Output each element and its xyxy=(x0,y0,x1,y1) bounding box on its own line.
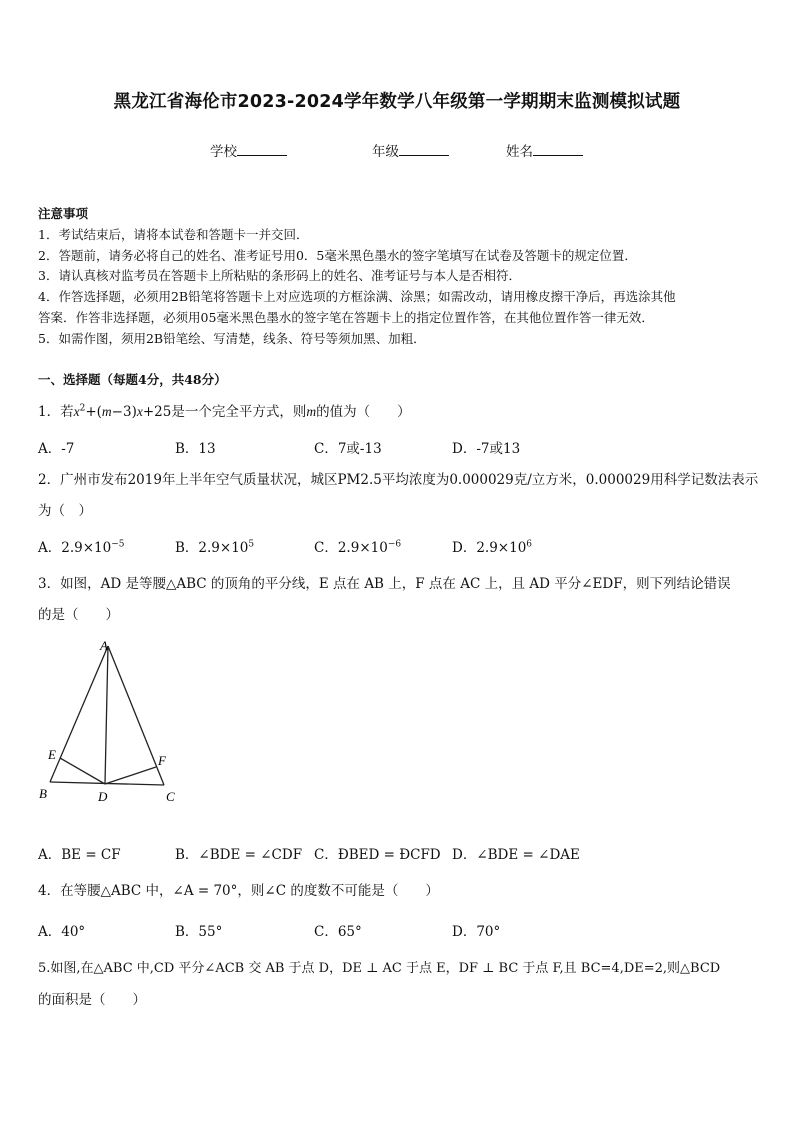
exam-title: 黑龙江省海伦市2023-2024学年数学八年级第一学期期末监测模拟试题 xyxy=(113,92,681,112)
notice-item: 3．请认真核对监考员在答题卡上所粘贴的条形码上的姓名、准考证号与本人是否相符． xyxy=(38,268,521,283)
question-5-line2: 的面积是（ ） xyxy=(38,992,146,1008)
name-label: 姓名 xyxy=(506,144,533,160)
q3-option-a: A．BE = CF xyxy=(38,847,121,863)
q2-d-base: 2.9×10 xyxy=(476,540,527,556)
notice-heading: 注意事项 xyxy=(38,206,89,221)
notice-item: 答案．作答非选择题，必须用05毫米黑色墨水的签字笔在答题卡上的指定位置作答，在其他位置作答一律无效． xyxy=(38,310,654,325)
q4-option-c: C．65° xyxy=(314,924,362,940)
notice-item: 4．作答选择题，必须用2B铅笔将答题卡上对应选项的方框涂满、涂黑；如需改动，请用橡皮擦干净后，再选涂其他 xyxy=(38,289,676,304)
q2-a-exp: −5 xyxy=(111,539,125,550)
name-field xyxy=(506,140,583,160)
question-3-line1: 3．如图，AD 是等腰△ABC 的顶角的平分线，E 点在 AB 上，F 点在 AC 上，且 AD 平分∠EDF，则下列结论错误 xyxy=(38,576,731,592)
q2-a-label: A． xyxy=(38,540,62,556)
q2-option-b xyxy=(175,536,254,556)
q2-d-exp: 6 xyxy=(526,539,533,550)
name-blank xyxy=(533,143,583,156)
grade-blank xyxy=(399,143,449,156)
q2-option-d xyxy=(452,536,532,556)
q2-d-label: D． xyxy=(452,540,477,556)
question-2-line2: 为（ ） xyxy=(38,503,92,519)
triangle-figure xyxy=(30,632,190,807)
q3-option-d: D．∠BDE = ∠DAE xyxy=(452,847,580,863)
school-label: 学校 xyxy=(210,144,237,160)
q1-option-a: A．-7 xyxy=(38,441,75,457)
q1-prefix: 1．若 xyxy=(38,404,74,420)
q1-var-m2: m xyxy=(306,404,317,419)
q2-option-c xyxy=(314,536,401,556)
q1-option-d: D．-7或13 xyxy=(452,441,521,457)
q1-var-x: x xyxy=(73,404,80,419)
q1-exp: 2 xyxy=(79,403,86,414)
q2-c-exp: −6 xyxy=(387,539,402,550)
label-a: A xyxy=(100,638,108,653)
question-4: 4．在等腰△ABC 中，∠A = 70°，则∠C 的度数不可能是（ ） xyxy=(38,883,439,899)
q1-var-x2: x xyxy=(136,404,143,419)
q2-c-label: C． xyxy=(314,540,338,556)
grade-field xyxy=(372,140,449,160)
q4-option-b: B．55° xyxy=(175,924,223,940)
question-5-line1: 5.如图,在△ABC 中,CD 平分∠ACB 交 AB 于点 D，DE ⊥ AC 于点 E，DF ⊥ BC 于点 F,且 BC=4,DE=2,则△BCD xyxy=(38,961,721,976)
segment-ab xyxy=(50,646,108,782)
grade-label: 年级 xyxy=(372,144,399,160)
question-2-line1: 2．广州市发布2019年上半年空气质量状况，城区PM2.5平均浓度为0.000029克/立方米，0.000029用科学记数法表示 xyxy=(38,472,759,488)
segment-df xyxy=(105,767,156,784)
q2-option-a xyxy=(38,536,125,556)
segment-ac xyxy=(108,646,164,785)
question-1 xyxy=(38,400,411,420)
q1-suffix: 的值为（ ） xyxy=(316,404,411,420)
segment-ad xyxy=(105,646,108,784)
q2-b-base: 2.9×10 xyxy=(198,540,249,556)
label-d: D xyxy=(98,789,108,804)
q1-option-c: C．7或-13 xyxy=(314,441,382,457)
segment-de xyxy=(60,758,105,784)
q1-var-m: m xyxy=(101,404,112,419)
q1-option-b: B．13 xyxy=(175,441,216,457)
notice-item: 1．考试结束后，请将本试卷和答题卡一并交回． xyxy=(38,227,309,242)
q1-mid3: +25是一个完全平方式，则 xyxy=(142,404,307,420)
q2-a-base: 2.9×10 xyxy=(61,540,112,556)
label-f: F xyxy=(158,753,166,768)
q2-c-base: 2.9×10 xyxy=(337,540,388,556)
school-field xyxy=(210,140,287,160)
label-b: B xyxy=(39,786,47,801)
q3-option-c: C．ÐBED = ÐCFD xyxy=(314,847,441,863)
label-e: E xyxy=(48,747,56,762)
q1-mid1: +( xyxy=(85,404,102,420)
label-c: C xyxy=(166,789,175,804)
q4-option-d: D．70° xyxy=(452,924,501,940)
q2-b-label: B． xyxy=(175,540,199,556)
section-heading: 一、选择题（每题4分，共48分） xyxy=(38,372,227,387)
school-blank xyxy=(237,143,287,156)
notice-item: 5．如需作图，须用2B铅笔绘、写清楚，线条、符号等须加黑、加粗． xyxy=(38,331,426,346)
q4-option-a: A．40° xyxy=(38,924,86,940)
q1-mid2: −3) xyxy=(111,404,137,420)
question-3-line2: 的是（ ） xyxy=(38,607,119,623)
notice-item: 2．答题前，请务必将自己的姓名、准考证号用0．5毫米黑色墨水的签字笔填写在试卷及答题卡的规定位置． xyxy=(38,248,637,263)
q2-b-exp: 5 xyxy=(248,539,255,550)
q3-option-b: B．∠BDE = ∠CDF xyxy=(175,847,303,863)
